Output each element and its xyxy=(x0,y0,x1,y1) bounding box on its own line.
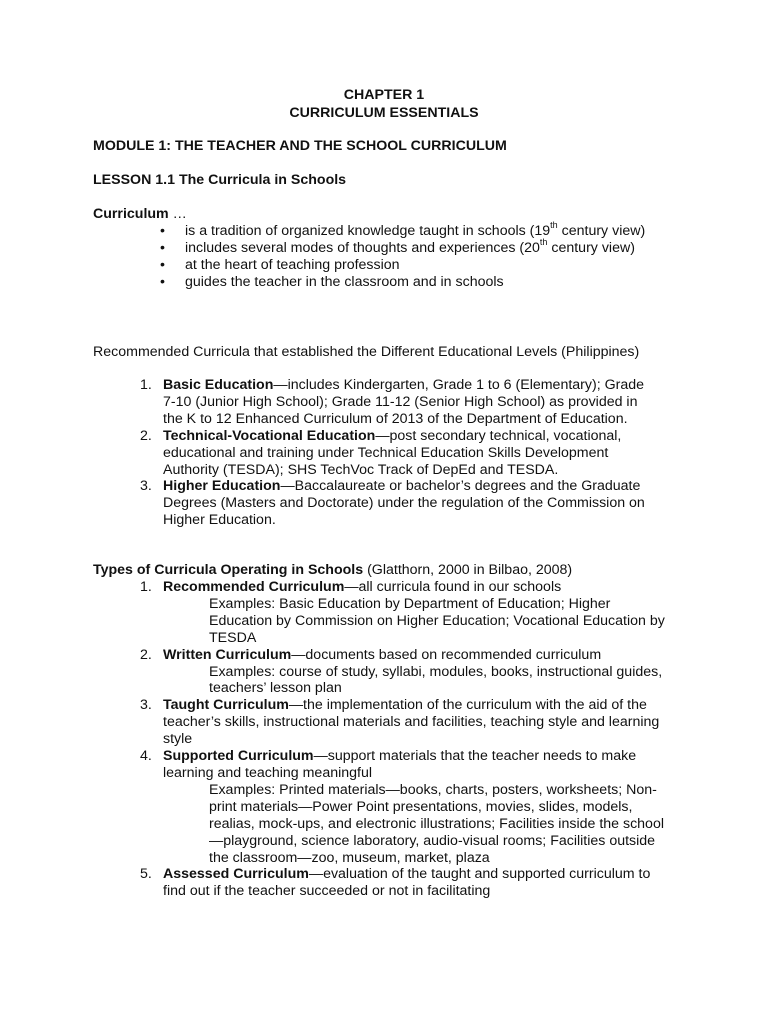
list-item: • includes several modes of thoughts and experiences (20th century view) xyxy=(160,240,660,257)
list-item: 3. Taught Curriculum—the implementation of the curriculum with the aid of the teacher’s skills, instructional materials and facilities, teaching style and learning style xyxy=(140,697,660,748)
list-item: • guides the teacher in the classroom and in schools xyxy=(160,274,660,291)
list-item: 4. Supported Curriculum—support materials that the teacher needs to make learning and teaching meaningful Examples: Printed materials—books, charts, posters, worksheets; Non-print materials—Power Point presentations, movies, slides, models, realias, mock-ups, and electronic illustrations; Facilities inside the school—playground, science laboratory, audio-visual rooms; Facilities outside the classroom—zoo, museum, market, plaza xyxy=(140,748,670,866)
examples-text: Examples: Printed materials—books, charts, posters, worksheets; Non-print materials—Power Point presentations, movies, slides, models, realias, mock-ups, and electronic illustrations; Facilities inside the school—playground, science laboratory, audio-visual rooms; Facilities outside the classroom—zoo, museum, market, plaza xyxy=(209,781,664,866)
chapter-number: CHAPTER 1 xyxy=(343,87,425,103)
recommended-heading: Recommended Curricula that established the Different Educational Levels (Philippines) xyxy=(93,344,640,360)
types-list xyxy=(140,579,670,900)
list-item: 1. Basic Education—includes Kindergarten, Grade 1 to 6 (Elementary); Grade 7-10 (Junior High School); Grade 11-12 (Senior High School) as provided in the K to 12 Enhanced Curriculum of 2013 of the Department of Education. xyxy=(140,377,645,427)
list-item: 1. Recommended Curriculum—all curricula found in our schools Examples: Basic Education by Department of Education; Higher Education by Commission on Higher Education; Vocational Education by TESDA xyxy=(140,579,670,647)
list-item: • is a tradition of organized knowledge taught in schools (19th century view) xyxy=(160,223,660,240)
list-item: 2. Technical-Vocational Education—post secondary technical, vocational, educational and training under Technical Education Skills Development Authority (TESDA); SHS TechVoc Track of DepEd and TESDA. xyxy=(140,427,622,478)
curriculum-ellipsis: … xyxy=(172,206,187,222)
types-heading: Types of Curricula Operating in Schools (Glatthorn, 2000 in Bilbao, 2008) xyxy=(93,562,573,578)
chapter-title xyxy=(0,86,768,122)
list-item: • at the heart of teaching profession xyxy=(160,257,660,274)
examples-text: Examples: course of study, syllabi, modules, books, instructional guides, teachers’ lesson plan xyxy=(209,663,663,697)
curriculum-bullet-list xyxy=(160,220,660,291)
module-heading: MODULE 1: THE TEACHER AND THE SCHOOL CURRICULUM xyxy=(93,138,507,154)
recommended-list xyxy=(140,377,660,529)
list-item: 5. Assessed Curriculum—evaluation of the taught and supported curriculum to find out if the teacher succeeded or not in facilitating xyxy=(140,866,651,900)
curriculum-heading xyxy=(93,206,187,223)
list-item: 2. Written Curriculum—documents based on recommended curriculum Examples: course of study, syllabi, modules, books, instructional guides, teachers’ lesson plan xyxy=(140,647,670,698)
examples-text: Examples: Basic Education by Department of Education; Higher Education by Commission on Higher Education; Vocational Education by TESDA xyxy=(209,595,665,646)
lesson-heading: LESSON 1.1 The Curricula in Schools xyxy=(93,172,347,188)
list-item: 3. Higher Education—Baccalaureate or bachelor’s degrees and the Graduate Degrees (Masters and Doctorate) under the regulation of the Commission on Higher Education. xyxy=(140,478,645,529)
curriculum-label: Curriculum xyxy=(93,206,169,222)
chapter-subtitle: CURRICULUM ESSENTIALS xyxy=(289,105,479,121)
